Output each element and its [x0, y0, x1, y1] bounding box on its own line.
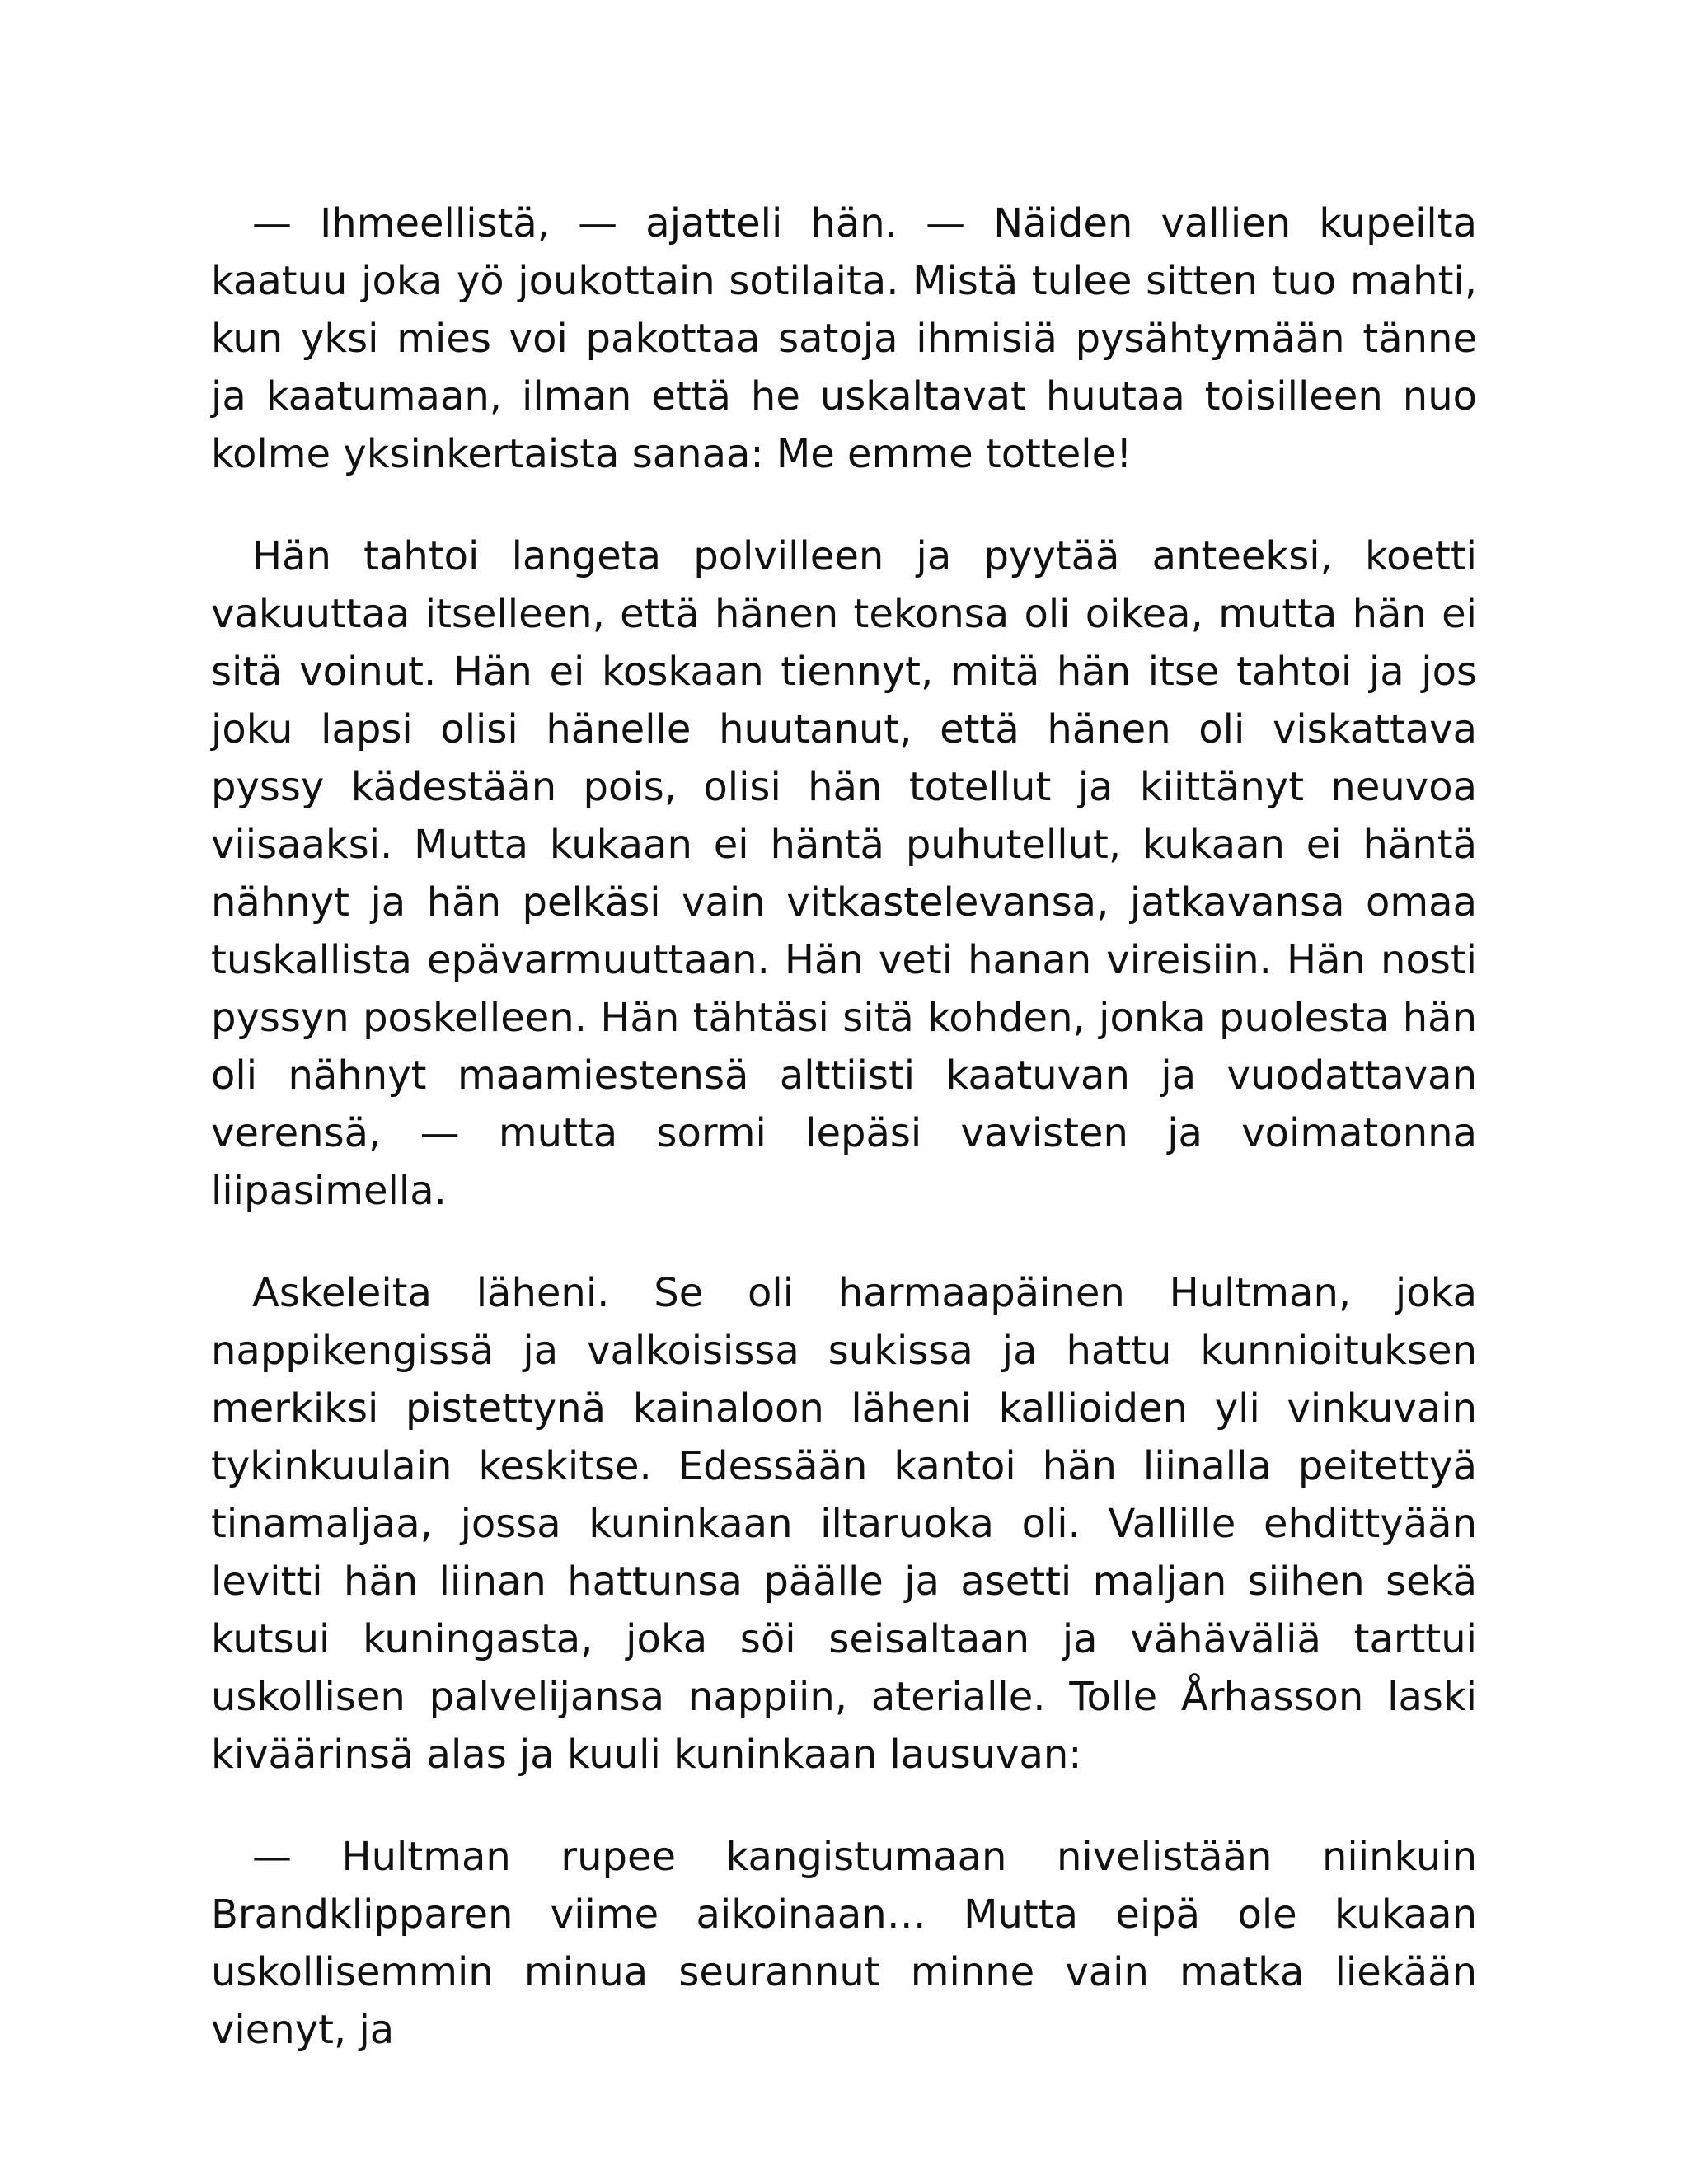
paragraph-4: — Hultman rupee kangistumaan nivelistään niinkuin Brandklipparen viime aikoinaan… Mutta eipä ole kukaan uskollisemmin minua seurannut minne vain matka liekään vienyt, ja: [211, 1834, 1477, 2053]
paragraph-1: — Ihmeellistä, — ajatteli hän. — Näiden vallien kupeilta kaatuu joka yö joukottain sotilaita. Mistä tulee sitten tuo mahti, kun yksi mies voi pakottaa satoja ihmisiä pysähtymään tänne ja kaatumaan, ilman että he uskaltavat huutaa toisilleen nuo kolme yksinkertaista sanaa: Me emme tottele!: [211, 200, 1477, 477]
paragraph-2: Hän tahtoi langeta polvilleen ja pyytää anteeksi, koetti vakuuttaa itselleen, että hänen tekonsa oli oikea, mutta hän ei sitä voinut. Hän ei koskaan tiennyt, mitä hän itse tahtoi ja jos joku lapsi olisi hänelle huutanut, että hänen oli viskattava pyssy kädestään pois, olisi hän totellut ja kiittänyt neuvoa viisaaksi. Mutta kukaan ei häntä puhutellut, kukaan ei häntä nähnyt ja hän pelkäsi vain vitkastelevansa, jatkavansa omaa tuskallista epävarmuuttaan. Hän veti hanan vireisiin. Hän nosti pyssyn poskelleen. Hän tähtäsi sitä kohden, jonka puolesta hän oli nähnyt maamiestensä alttiisti kaatuvan ja vuodattavan verensä, — mutta sormi lepäsi vavisten ja voimatonna liipasimella.: [211, 533, 1477, 1214]
paragraph-3: Askeleita läheni. Se oli harmaapäinen Hultman, joka nappikengissä ja valkoisissa sukissa ja hattu kunnioituksen merkiksi pistettynä kainaloon läheni kallioiden yli vinkuvain tykinkuulain keskitse. Edessään kantoi hän liinalla peitettyä tinamaljaa, jossa kuninkaan iltaruoka oli. Vallille ehdittyään levitti hän liinan hattunsa päälle ja asetti maljan siihen sekä kutsui kuningasta, joka söi seisaltaan ja vähäväliä tarttui uskollisen palvelijansa nappiin, aterialle. Tolle Århasson laski kiväärinsä alas ja kuuli kuninkaan lausuvan:: [211, 1270, 1477, 1778]
document-body: [211, 194, 1477, 2059]
